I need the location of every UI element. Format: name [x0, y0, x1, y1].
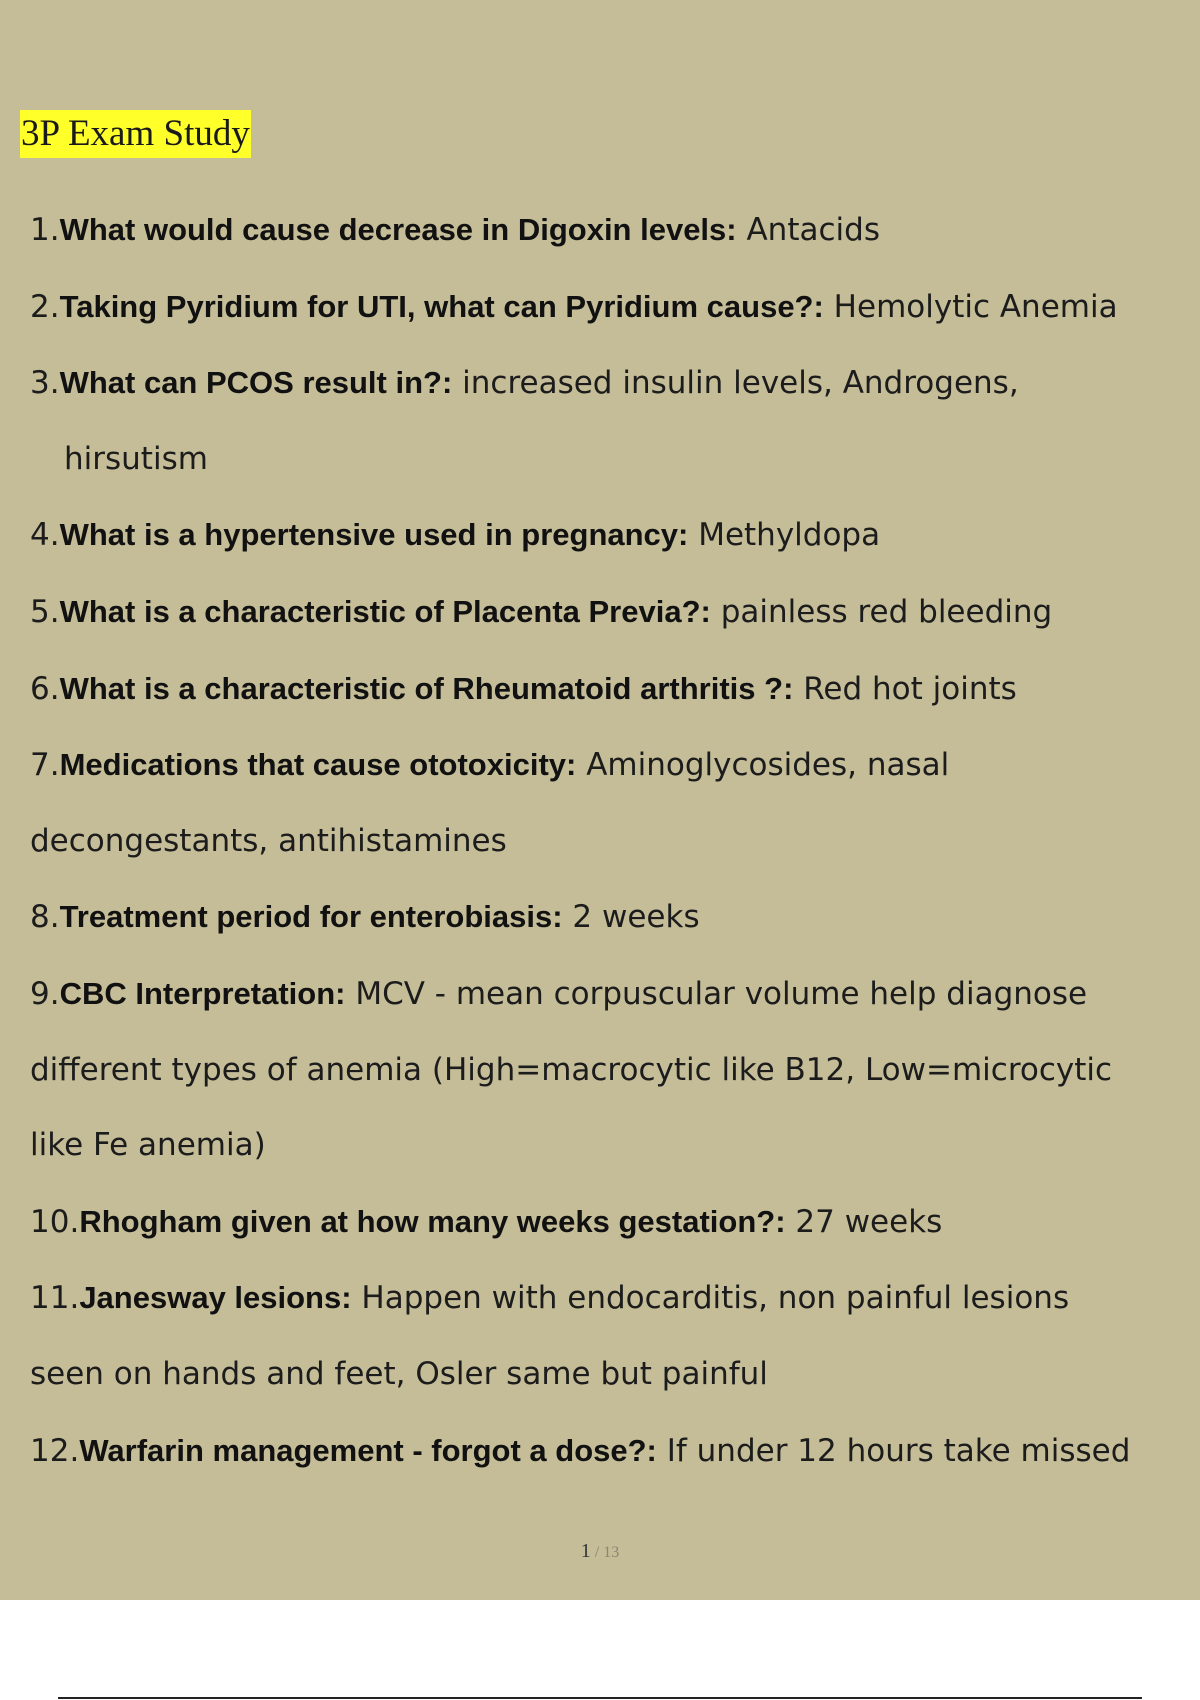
- list-item: [30, 651, 1190, 728]
- answer-text: 27 weeks: [785, 1203, 943, 1240]
- answer-text-continued: decongestants, antihistamines: [30, 822, 507, 859]
- list-item: [30, 1260, 1190, 1412]
- page-divider: [58, 1697, 1142, 1699]
- question-text: Medications that cause ototoxicity:: [59, 747, 577, 783]
- document-title: 3P Exam Study: [20, 110, 251, 158]
- item-number: 6.: [30, 670, 60, 707]
- item-number: 12.: [30, 1432, 80, 1469]
- answer-text-continued: different types of anemia (High=macrocytic like B12, Low=microcytic: [30, 1051, 1113, 1088]
- question-text: Taking Pyridium for UTI, what can Pyridium cause?:: [59, 288, 824, 324]
- answer-text: 2 weeks: [562, 899, 700, 936]
- answer-text: Aminoglycosides, nasal: [576, 747, 950, 784]
- list-item: [30, 956, 1190, 1184]
- answer-text-continued: like Fe anemia): [30, 1127, 266, 1164]
- item-number: 8.: [30, 899, 60, 936]
- list-item: [30, 192, 1190, 269]
- list-item: [30, 1184, 1190, 1261]
- item-number: 7.: [30, 747, 60, 784]
- list-item: [30, 574, 1190, 651]
- answer-text-continued: seen on hands and feet, Osler same but painful: [30, 1355, 768, 1392]
- question-text: Janesway lesions:: [79, 1280, 352, 1316]
- list-item: [30, 269, 1190, 346]
- answer-text: Hemolytic Anemia: [823, 288, 1118, 325]
- question-text: What can PCOS result in?:: [59, 365, 453, 401]
- item-number: 4.: [30, 517, 60, 554]
- question-text: Rhogham given at how many weeks gestation?:: [79, 1203, 786, 1239]
- item-number: 5.: [30, 593, 60, 630]
- question-text: What is a characteristic of Rheumatoid arthritis ?:: [59, 670, 794, 706]
- question-text: Treatment period for enterobiasis:: [59, 899, 563, 935]
- item-number: 11.: [30, 1280, 80, 1317]
- question-text: What would cause decrease in Digoxin levels:: [59, 212, 737, 247]
- answer-text: Antacids: [736, 212, 880, 248]
- answer-text: Happen with endocarditis, non painful lesions: [351, 1280, 1070, 1317]
- total-pages: / 13: [590, 1544, 620, 1561]
- answer-text: painless red bleeding: [710, 593, 1053, 630]
- answer-text: MCV - mean corpuscular volume help diagnose: [345, 975, 1088, 1012]
- list-item: [30, 727, 1190, 879]
- answer-text: Methyldopa: [688, 517, 881, 554]
- list-item: [30, 879, 1190, 956]
- list-item: [30, 345, 1190, 497]
- question-text: CBC Interpretation:: [59, 975, 346, 1011]
- answer-text: If under 12 hours take missed: [656, 1432, 1131, 1469]
- answer-text-continued: hirsutism: [64, 440, 208, 477]
- current-page: 1: [580, 1540, 591, 1562]
- list-item: [30, 497, 1190, 574]
- page-indicator: [0, 1540, 1200, 1563]
- question-list: [30, 192, 1190, 1489]
- question-text: Warfarin management - forgot a dose?:: [79, 1432, 657, 1468]
- answer-text: increased insulin levels, Androgens,: [452, 365, 1019, 402]
- item-number: 3.: [30, 365, 60, 402]
- answer-text: Red hot joints: [793, 670, 1017, 707]
- item-number: 2.: [30, 288, 60, 325]
- item-number: 1.: [30, 212, 60, 248]
- item-number: 9.: [30, 975, 60, 1012]
- item-number: 10.: [30, 1203, 80, 1240]
- question-text: What is a hypertensive used in pregnancy:: [59, 517, 689, 553]
- list-item: [30, 1413, 1190, 1490]
- question-text: What is a characteristic of Placenta Previa?:: [59, 593, 711, 629]
